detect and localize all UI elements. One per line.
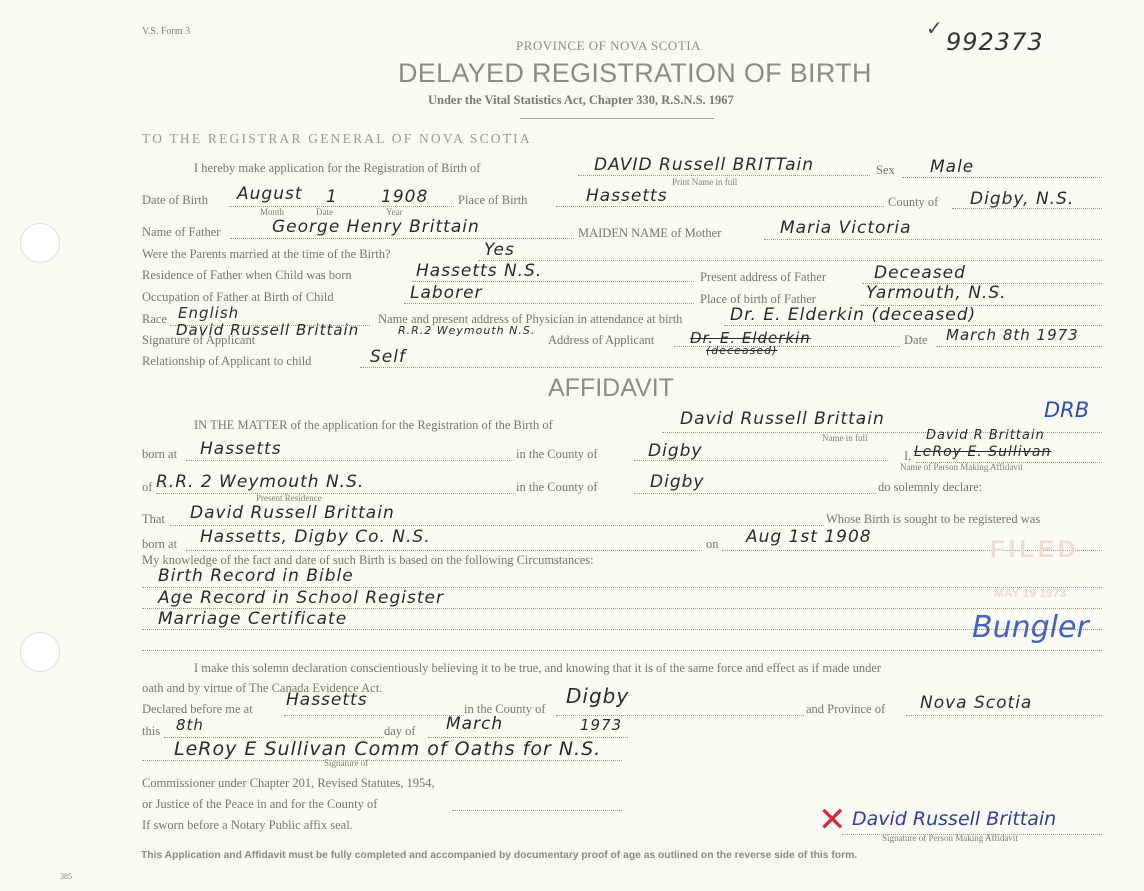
month-note: Month — [260, 207, 285, 217]
province-value: Nova Scotia — [920, 693, 1033, 713]
mother-label: MAIDEN NAME of Mother — [578, 226, 722, 240]
signature-label: Signature of Applicant — [142, 333, 256, 347]
form-code: V.S. Form 3 — [142, 26, 191, 37]
corner-code: 385 — [60, 872, 72, 881]
married-value: Yes — [484, 240, 515, 260]
initials-annotation: DRB — [1044, 398, 1090, 422]
intro-label: I hereby make application for the Registration of Birth of — [194, 161, 481, 175]
county-value: Digby, N.S. — [970, 189, 1075, 209]
place-value: Hassetts — [586, 186, 668, 206]
applicant-address-struck: Dr. E. Elderkin — [690, 329, 811, 347]
child-name: DAVID Russell BRITTain — [594, 155, 815, 175]
born-at2-value: Hassetts, Digby Co. N.S. — [200, 527, 431, 547]
race-label: Race — [142, 312, 167, 326]
dob-year: 1908 — [381, 187, 429, 207]
county2-value: Digby — [650, 472, 705, 492]
father-residence-value: Hassetts N.S. — [416, 261, 543, 281]
race-value: English — [178, 304, 240, 322]
day-of-label: day of — [384, 724, 416, 738]
relationship-label: Relationship of Applicant to child — [142, 354, 312, 368]
declared-at: Hassetts — [286, 690, 368, 710]
punch-hole-bottom — [20, 632, 60, 672]
evidence-2: Age Record in School Register — [158, 588, 444, 608]
year-note: Year — [386, 207, 403, 217]
name-full-note: Name in full — [822, 433, 868, 443]
applicant-signature-top: David Russell Brittain — [176, 321, 360, 339]
declared-county-label: in the County of — [464, 702, 546, 716]
this-day: 8th — [176, 716, 204, 734]
evidence-3: Marriage Certificate — [158, 609, 348, 629]
matter-name: David Russell Brittain — [680, 409, 885, 429]
born-at-label: born at — [142, 447, 178, 461]
married-label: Were the Parents married at the time of the Birth? — [142, 247, 391, 261]
filed-stamp: FILED — [990, 536, 1080, 563]
deponent-struck: LeRoy E. Sullivan — [914, 444, 1052, 460]
subject-name: David Russell Brittain — [190, 503, 395, 523]
province-heading: PROVINCE OF NOVA SCOTIA — [516, 38, 701, 53]
residence-note: Present Residence — [256, 493, 322, 503]
check-mark: ✓ — [926, 16, 944, 40]
father-occupation-label: Occupation of Father at Birth of Child — [142, 290, 334, 304]
registration-number: 992373 — [946, 28, 1044, 56]
affidavit-heading: AFFIDAVIT — [548, 374, 674, 402]
dob-day: 1 — [326, 187, 338, 207]
father-birthplace-value: Yarmouth, N.S. — [866, 283, 1007, 303]
date-label: Date — [904, 333, 928, 347]
relationship-value: Self — [370, 347, 406, 367]
this-label: this — [142, 724, 161, 738]
addressee: TO THE REGISTRAR GENERAL OF NOVA SCOTIA — [142, 131, 532, 146]
justice-label: or Justice of the Peace in and for the County of — [142, 797, 378, 811]
applicant-address-hw: R.R.2 Weymouth N.S. — [398, 324, 536, 337]
declare-label: do solemnly declare: — [878, 480, 983, 494]
evidence-1: Birth Record in Bible — [158, 566, 354, 586]
father-value: George Henry Brittain — [272, 217, 480, 237]
deponent-name: David R Brittain — [926, 428, 1045, 443]
declared-label: Declared before me at — [142, 702, 253, 716]
place-label: Place of Birth — [458, 193, 528, 207]
month-value: March — [446, 714, 504, 734]
applicant-signature: David Russell Brittain — [852, 808, 1057, 830]
father-birthplace-label: Place of birth of Father — [700, 292, 816, 306]
deponent-note: Name of Person Making Affidavit — [900, 462, 1023, 472]
residence-value: R.R. 2 Weymouth N.S. — [156, 472, 365, 492]
form-title: DELAYED REGISTRATION OF BIRTH — [398, 58, 872, 88]
physician-label: Name and present address of Physician in attendance at birth — [378, 312, 683, 326]
sex-label: Sex — [876, 163, 895, 177]
born-at2-label: born at — [142, 537, 178, 551]
date-value: March 8th 1973 — [946, 326, 1079, 344]
sex-value: Male — [930, 157, 975, 177]
on-date: Aug 1st 1908 — [746, 527, 872, 547]
i-label: I, — [904, 449, 912, 463]
signature-of-note: Signature of — [324, 758, 369, 768]
commissioner-signature: LeRoy E Sullivan Comm of Oaths for N.S. — [174, 738, 602, 760]
dob-month: August — [237, 184, 303, 204]
declared-county: Digby — [566, 684, 630, 708]
father-residence-label: Residence of Father when Child was born — [142, 268, 352, 282]
physician-value: Dr. E. Elderkin (deceased) — [730, 305, 977, 325]
father-occupation-value: Laborer — [410, 283, 483, 303]
registrar-initials: Bungler — [972, 610, 1089, 645]
sought-label: Whose Birth is sought to be registered was — [826, 512, 1041, 526]
father-label: Name of Father — [142, 225, 221, 239]
date-note: Date — [316, 207, 333, 217]
x-mark: ✕ — [818, 800, 847, 840]
notary-label: If sworn before a Notary Public affix seal. — [142, 818, 353, 832]
punch-hole-top — [20, 223, 60, 263]
matter-label: IN THE MATTER of the application for the Registration of the Birth of — [194, 418, 553, 432]
mother-value: Maria Victoria — [780, 218, 912, 238]
applicant-address-struck-note: (deceased) — [706, 344, 778, 357]
on-label: on — [706, 537, 719, 551]
father-address-value: Deceased — [874, 263, 966, 283]
print-name-note: Print Name in full — [672, 177, 738, 187]
province-label: and Province of — [806, 702, 886, 716]
solemn-declaration-1: I make this solemn declaration conscientiously believing it to be true, and knowing that it is of the same force and effect as if made under — [194, 661, 882, 675]
applicant-address-label: Address of Applicant — [548, 333, 655, 347]
county-label-aff: in the County of — [516, 447, 598, 461]
that-label: That — [142, 512, 165, 526]
footer-note: This Application and Affidavit must be fully completed and accompanied by documentary proof of age as outlined on the reverse side of this form. — [141, 850, 858, 861]
county-label: County of — [888, 195, 939, 209]
father-address-label: Present address of Father — [700, 270, 827, 284]
year-value: 1973 — [580, 716, 623, 734]
county-value-aff: Digby — [648, 441, 703, 461]
filed-stamp-date: MAY 19 1973 — [994, 586, 1067, 600]
of-label: of — [142, 480, 153, 494]
signature-person-note: Signature of Person Making Affidavit — [882, 833, 1018, 843]
form-subtitle: Under the Vital Statistics Act, Chapter 330, R.S.N.S. 1967 — [428, 93, 734, 107]
born-at-value: Hassetts — [200, 439, 282, 459]
knowledge-label: My knowledge of the fact and date of such Birth is based on the following Circumstances: — [142, 553, 594, 567]
commissioner-label: Commissioner under Chapter 201, Revised Statutes, 1954, — [142, 776, 435, 790]
dob-label: Date of Birth — [142, 193, 208, 207]
solemn-declaration-2: oath and by virtue of The Canada Evidence Act. — [142, 681, 383, 695]
county2-label: in the County of — [516, 480, 598, 494]
